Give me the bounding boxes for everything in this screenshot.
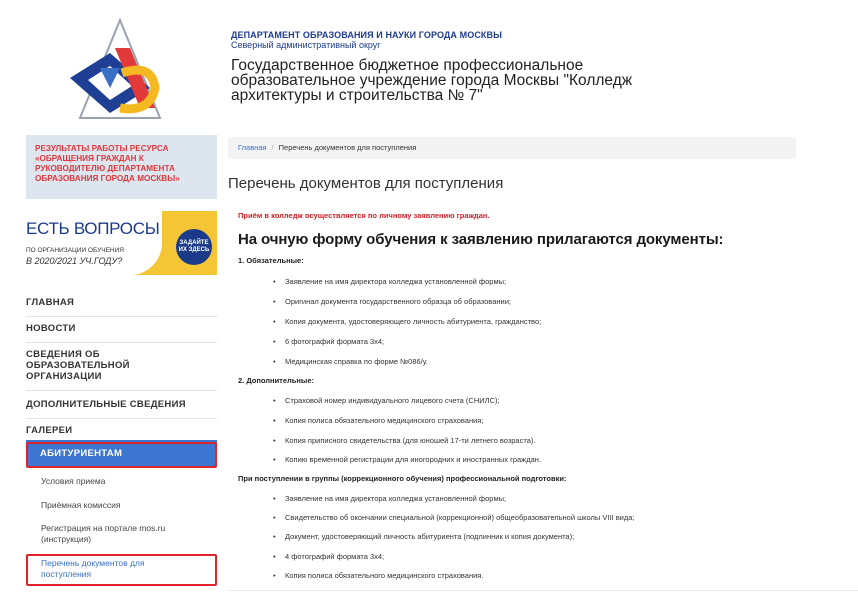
questions-banner[interactable] bbox=[26, 211, 217, 275]
college-name[interactable]: Государственное бюджетное профессиональное образовательное учреждение города Москвы "Колледж архитектуры и строительства № 7" bbox=[231, 57, 633, 104]
list-item: • Заявление на имя директора колледжа установленной формы; bbox=[285, 494, 506, 503]
subnav-documents-list[interactable]: Перечень документов для поступления bbox=[41, 558, 145, 579]
nav-item-additional-info[interactable]: ДОПОЛНИТЕЛЬНЫЕ СВЕДЕНИЯ bbox=[26, 399, 186, 410]
nav-divider bbox=[26, 418, 217, 419]
nav-divider bbox=[26, 316, 217, 317]
highlight-box-applicants bbox=[26, 442, 217, 468]
list-item: • Страховой номер индивидуального лицевого счета (СНИЛС); bbox=[285, 396, 500, 405]
admission-intro: Приём в колледж осуществляется по личному заявлению граждан. bbox=[238, 211, 490, 220]
nav-item-applicants[interactable]: АБИТУРИЕНТАМ bbox=[26, 440, 217, 466]
nav-item-news[interactable]: НОВОСТИ bbox=[26, 323, 76, 334]
questions-banner-title: ЕСТЬ ВОПРОСЫ bbox=[26, 219, 160, 238]
list-item: • Копия полиса обязательного медицинского страхования; bbox=[285, 416, 483, 425]
site-header bbox=[0, 0, 858, 130]
nav-item-org-info[interactable]: СВЕДЕНИЯ ОБ ОБРАЗОВАТЕЛЬНОЙ ОРГАНИЗАЦИИ bbox=[26, 349, 130, 382]
questions-banner-year: В 2020/2021 УЧ.ГОДУ? bbox=[26, 256, 123, 266]
department-name: ДЕПАРТАМЕНТ ОБРАЗОВАНИЯ И НАУКИ ГОРОДА МОСКВЫ bbox=[231, 30, 503, 40]
page-title: Перечень документов для поступления bbox=[228, 175, 504, 192]
list-item: • Копия документа, удостоверяющего личность абитуриента, гражданство; bbox=[285, 317, 541, 326]
list-item: • Оригинал документа государственного образца об образовании; bbox=[285, 297, 511, 306]
section-title-correctional: При поступлении в группы (коррекционного обучения) профессиональной подготовки: bbox=[238, 474, 567, 483]
questions-banner-subtitle: ПО ОРГАНИЗАЦИИ ОБУЧЕНИЯ bbox=[26, 247, 124, 254]
ask-here-badge[interactable]: ЗАДАЙТЕ ИХ ЗДЕСЬ bbox=[176, 229, 212, 265]
section-title-additional: 2. Дополнительные: bbox=[238, 376, 315, 385]
list-item: • Свидетельство об окончании специальной (коррекционной) общеобразовательной школы VIII вида; bbox=[285, 513, 635, 522]
list-item: • 6 фотографий формата 3х4; bbox=[285, 337, 384, 346]
highlight-box-documents bbox=[26, 554, 217, 586]
breadcrumb-separator: / bbox=[271, 143, 274, 152]
district-name: Северный административный округ bbox=[231, 40, 381, 50]
college-logo[interactable] bbox=[60, 18, 170, 123]
nav-item-home[interactable]: ГЛАВНАЯ bbox=[26, 297, 75, 308]
breadcrumb-current: Перечень документов для поступления bbox=[278, 143, 417, 152]
subnav-admission-committee[interactable]: Приёмная комиссия bbox=[41, 500, 121, 510]
section-title-required: 1. Обязательные: bbox=[238, 256, 304, 265]
content-divider bbox=[228, 590, 858, 591]
list-item: • Копия приписного свидетельства (для юношей 17-ти летнего возраста). bbox=[285, 436, 535, 445]
list-item: • Копия полиса обязательного медицинского страхования. bbox=[285, 571, 483, 580]
subnav-mos-registration[interactable]: Регистрация на портале mos.ru (инструкция) bbox=[41, 523, 166, 544]
list-item: • Копию временной регистрации для иногородних и иностранных граждан. bbox=[285, 455, 541, 464]
list-item: • Медицинская справка по форме №086/у. bbox=[285, 357, 428, 366]
list-item: • Заявление на имя директора колледжа установленной формы; bbox=[285, 277, 506, 286]
breadcrumb bbox=[228, 137, 796, 159]
subnav-admission-conditions[interactable]: Условия приема bbox=[41, 476, 106, 486]
breadcrumb-home-link[interactable]: Главная bbox=[238, 143, 267, 152]
nav-item-galleries[interactable]: ГАЛЕРЕИ bbox=[26, 425, 73, 436]
nav-divider bbox=[26, 390, 217, 391]
documents-heading: На очную форму обучения к заявлению прилагаются документы: bbox=[238, 231, 724, 248]
nav-divider bbox=[26, 342, 217, 343]
appeals-results-banner[interactable]: РЕЗУЛЬТАТЫ РАБОТЫ РЕСУРСА «ОБРАЩЕНИЯ ГРАЖДАН К РУКОВОДИТЕЛЮ ДЕПАРТАМЕНТА ОБРАЗОВАНИЯ ГОРОДА МОСКВЫ» bbox=[26, 135, 217, 199]
list-item: • 4 фотографий формата 3х4; bbox=[285, 552, 384, 561]
list-item: • Документ, удостоверяющий личность абитуриента (подлинник и копия документа); bbox=[285, 532, 574, 541]
